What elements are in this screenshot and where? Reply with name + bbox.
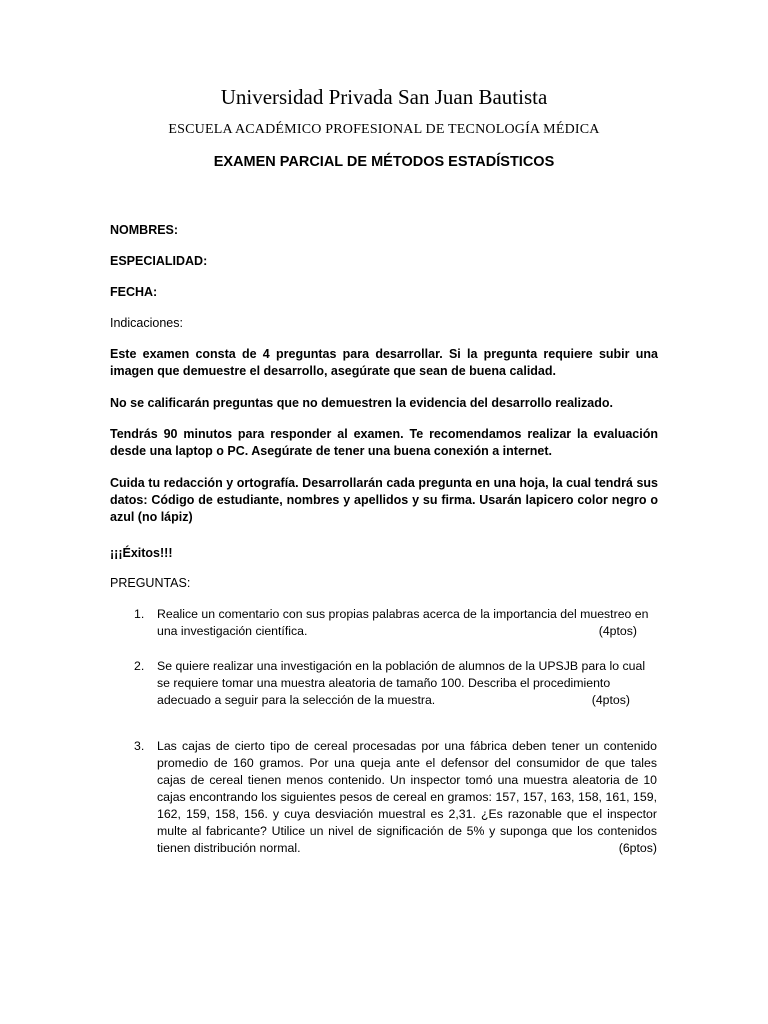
names-field-label: NOMBRES: [110,223,179,237]
question-text: Se quiere realizar una investigación en la población de alumnos de la UPSJB para lo cual se requiere tomar una muestra aleatoria de tamaño 100. Describa el procedimiento adecuado a seguir para la selección de la muestra. [157,659,646,707]
exam-title: EXAMEN PARCIAL DE MÉTODOS ESTADÍSTICOS [213,154,555,170]
instruction-paragraph-2: No se calificarán preguntas que no demuestren la evidencia del desarrollo realizado. [110,396,613,410]
question-text: Las cajas de cierto tipo de cereal procesadas por una fábrica deben tener un contenido promedio de 160 gramos. Por una queja ante el defensor del consumidor de que tales cajas de cereal tienen menos contenido. Un inspector tomó una muestra aleatoria de 10 cajas encontrando los siguientes pesos de cereal en gramos: 157, 157, 163, 158, 161, 159, 162, 159, 158, 156. y cuya desviación muestral es 2,31. ¿Es razonable que el inspector multe al fabricante? Utilice un nivel de significación de 5% y suponga que los contenidos tienen distribución normal. [157,739,657,855]
school-name: ESCUELA ACADÉMICO PROFESIONAL DE TECNOLOGÍA MÉDICA [168,122,600,137]
date-field-label: FECHA: [110,285,158,299]
question-points: (4ptos) [598,624,637,638]
instruction-paragraph-4: Cuida tu redacción y ortografía. Desarrollarán cada pregunta en una hoja, la cual tendrá sus datos: Código de estudiante, nombres y apellidos y su firma. Usarán lapicero color negro o azul (no lápiz) [110,476,658,524]
question-number: 2. [134,659,145,673]
question-points: (4ptos) [591,693,630,707]
university-name: Universidad Privada San Juan Bautista [220,85,548,109]
question-number: 1. [134,607,145,621]
specialty-field-label: ESPECIALIDAD: [110,254,208,268]
good-luck-text: ¡¡¡Éxitos!!! [110,546,173,560]
instruction-paragraph-3: Tendrás 90 minutos para responder al examen. Te recomendamos realizar la evaluación desde una laptop o PC. Asegúrate de tener una buena conexión a internet. [110,427,658,458]
question-text: Realice un comentario con sus propias palabras acerca de la importancia del muestreo en una investigación científica. [157,607,649,638]
questions-label: PREGUNTAS: [110,576,191,590]
instruction-paragraph-1: Este examen consta de 4 preguntas para desarrollar. Si la pregunta requiere subir una imagen que demuestre el desarrollo, asegúrate que sean de buena calidad. [110,347,658,378]
question-number: 3. [134,739,145,753]
instructions-label: Indicaciones: [110,316,183,330]
question-points: (6ptos) [618,841,657,855]
